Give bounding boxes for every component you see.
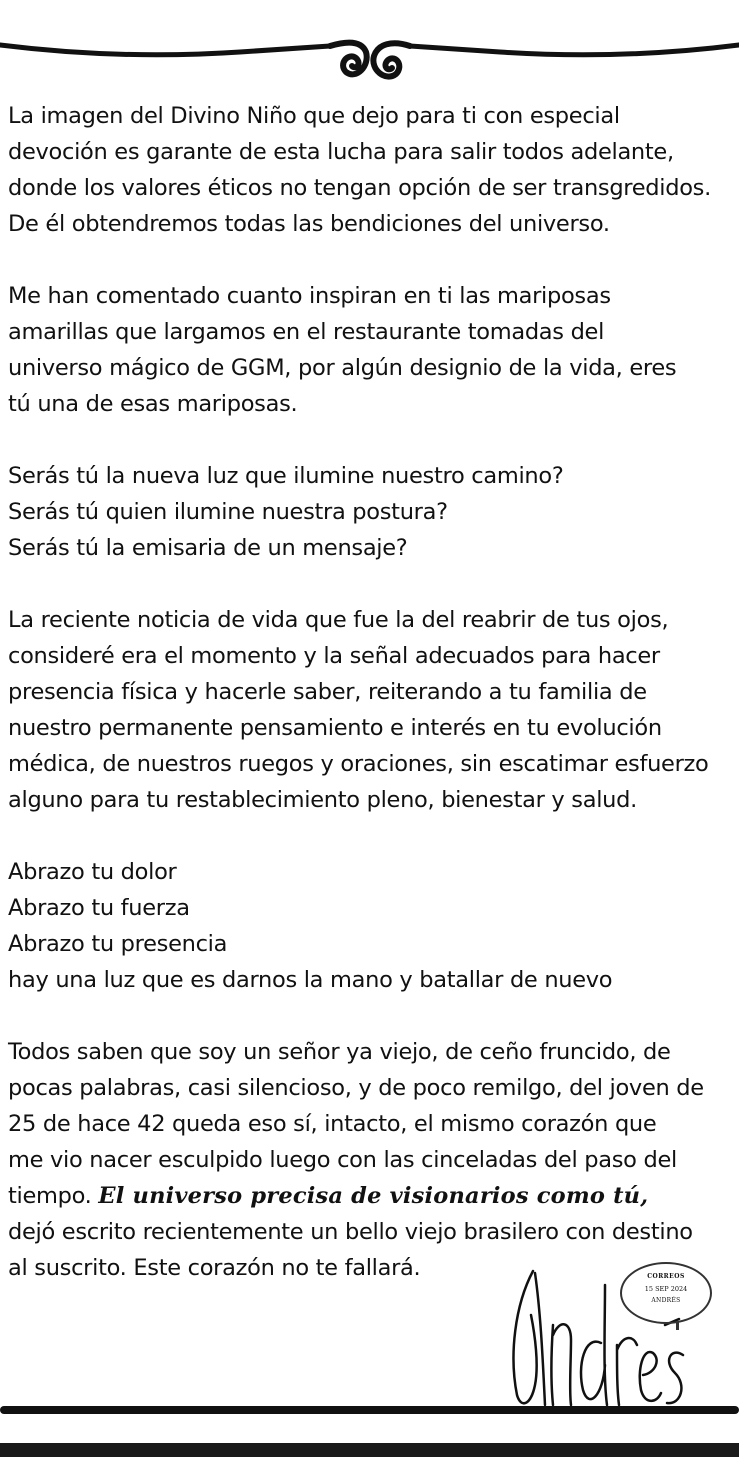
text-line: médica, de nuestros ruegos y oraciones, sin escatimar esfuerzo (8, 751, 709, 777)
text-line: donde los valores éticos no tengan opción de ser transgredidos. (8, 175, 711, 201)
text-line: Serás tú la emisaria de un mensaje? (8, 535, 408, 561)
text-line: 25 de hace 42 queda eso sí, intacto, el mismo corazón que (8, 1111, 657, 1137)
stamp-mark (676, 1322, 679, 1330)
bottom-rule (0, 1406, 739, 1414)
text-line: De él obtendremos todas las bendiciones del universo. (8, 211, 610, 237)
stamp-name: ANDRÉS (651, 1297, 681, 1304)
text-fragment: tiempo. (8, 1183, 99, 1209)
text-line: Serás tú quien ilumine nuestra postura? (8, 499, 448, 525)
text-line: devoción es garante de esta lucha para salir todos adelante, (8, 139, 674, 165)
text-line: La imagen del Divino Niño que dejo para ti con especial (8, 103, 620, 129)
stamp-line: CORREOS (647, 1273, 685, 1280)
text-line: al suscrito. Este corazón no te fallará. (8, 1255, 421, 1281)
text-line: Abrazo tu dolor (8, 859, 177, 885)
text-line: La reciente noticia de vida que fue la del reabrir de tus ojos, (8, 607, 669, 633)
text-line: dejó escrito recientemente un bello viejo brasilero con destino (8, 1219, 693, 1245)
paragraph-divino-nino (8, 98, 732, 242)
text-line: Todos saben que soy un señor ya viejo, de ceño fruncido, de (8, 1039, 671, 1065)
text-line: universo mágico de GGM, por algún designio de la vida, eres (8, 355, 677, 381)
text-line: tú una de esas mariposas. (8, 391, 298, 417)
text-line: Abrazo tu fuerza (8, 895, 190, 921)
paragraph-final (8, 1034, 732, 1286)
text-line: Abrazo tu presencia (8, 931, 228, 957)
paragraph-noticia (8, 602, 732, 818)
bottom-bar (0, 1443, 739, 1457)
text-line-with-quote (8, 1178, 732, 1214)
text-line: amarillas que largamos en el restaurante tomadas del (8, 319, 605, 345)
text-line: Me han comentado cuanto inspiran en ti las mariposas (8, 283, 611, 309)
cursive-quote: El universo precisa de visionarios como tú, (98, 1183, 649, 1209)
stamp-date: 15 SEP 2024 (644, 1285, 688, 1293)
text-line: me vio nacer esculpido luego con las cinceladas del paso del (8, 1147, 677, 1173)
paragraph-abrazo (8, 854, 732, 998)
text-line: hay una luz que es darnos la mano y batallar de nuevo (8, 967, 613, 993)
text-line: consideré era el momento y la señal adecuados para hacer (8, 643, 660, 669)
text-line: nuestro permanente pensamiento e interés en tu evolución (8, 715, 662, 741)
header-ornament (0, 0, 739, 90)
text-line: Serás tú la nueva luz que ilumine nuestro camino? (8, 463, 564, 489)
text-line: pocas palabras, casi silencioso, y de poco remilgo, del joven de (8, 1075, 704, 1101)
letter-body (8, 98, 732, 1322)
paragraph-mariposas (8, 278, 732, 422)
text-line: alguno para tu restablecimiento pleno, bienestar y salud. (8, 787, 637, 813)
paragraph-questions (8, 458, 732, 566)
text-line: presencia física y hacerle saber, reiterando a tu familia de (8, 679, 647, 705)
postal-stamp (620, 1262, 712, 1324)
